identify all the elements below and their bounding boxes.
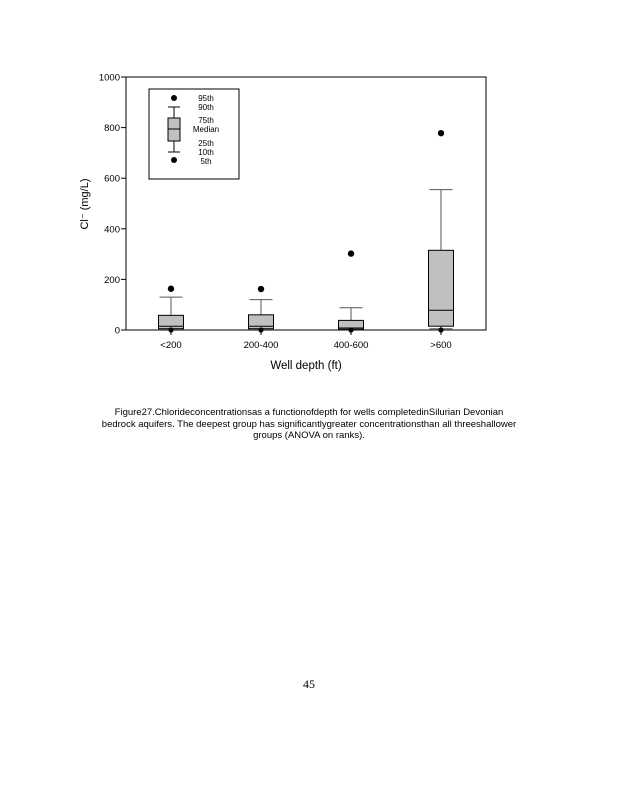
x-axis-label: Well depth (ft): [270, 360, 342, 372]
box-iqr: [159, 315, 184, 328]
box-95th-point: [438, 130, 444, 136]
box-95th-point: [348, 250, 354, 256]
caption-line-1: Figure27.Chlorideconcentrationsas a functionofdepth for wells completedinSilurian Devonian: [114, 407, 504, 418]
y-tick-label: 1000: [98, 72, 120, 84]
x-tick-label: 200-400: [243, 340, 279, 351]
box-5th-point: [258, 327, 263, 332]
box-iqr: [429, 250, 454, 326]
y-axis-ticks: [99, 73, 126, 337]
legend-label-5th: 5th: [200, 157, 212, 166]
x-tick-label: 400-600: [333, 340, 369, 351]
y-axis-label: Cl⁻ (mg/L): [79, 178, 91, 230]
legend-label-25th: 25th: [198, 139, 214, 148]
figure-caption: [70, 407, 548, 442]
legend-label-10th: 10th: [198, 148, 214, 157]
box-5th-point: [348, 327, 353, 332]
y-tick-label: 800: [104, 123, 120, 135]
legend: [149, 89, 239, 179]
caption-line-3: groups (ANOVA on ranks).: [253, 430, 365, 441]
y-tick-label: 0: [114, 325, 120, 337]
legend-frame: [149, 89, 239, 179]
y-tick-label: 200: [104, 274, 120, 286]
legend-label-75th: 75th: [198, 116, 214, 125]
page-number: 45: [303, 677, 315, 691]
y-tick-label: 400: [104, 224, 120, 236]
x-axis-ticks: [160, 330, 451, 351]
legend-label-95th: 95th: [198, 94, 214, 103]
box-95th-point: [168, 286, 174, 292]
y-tick-label: 600: [104, 173, 120, 185]
legend-label-median: Median: [192, 125, 220, 134]
box-5th-point: [438, 327, 443, 332]
box-5th-point: [168, 327, 173, 332]
box-95th-point: [258, 286, 264, 292]
legend-5th-marker: [171, 157, 177, 163]
x-tick-label: >600: [430, 340, 452, 351]
legend-label-90th: 90th: [198, 103, 214, 112]
caption-line-2: bedrock aquifers. The deepest group has significantlygreater concentrationsthan all threeshallower: [101, 418, 517, 430]
legend-95th-marker: [171, 95, 177, 101]
x-tick-label: <200: [160, 340, 182, 351]
